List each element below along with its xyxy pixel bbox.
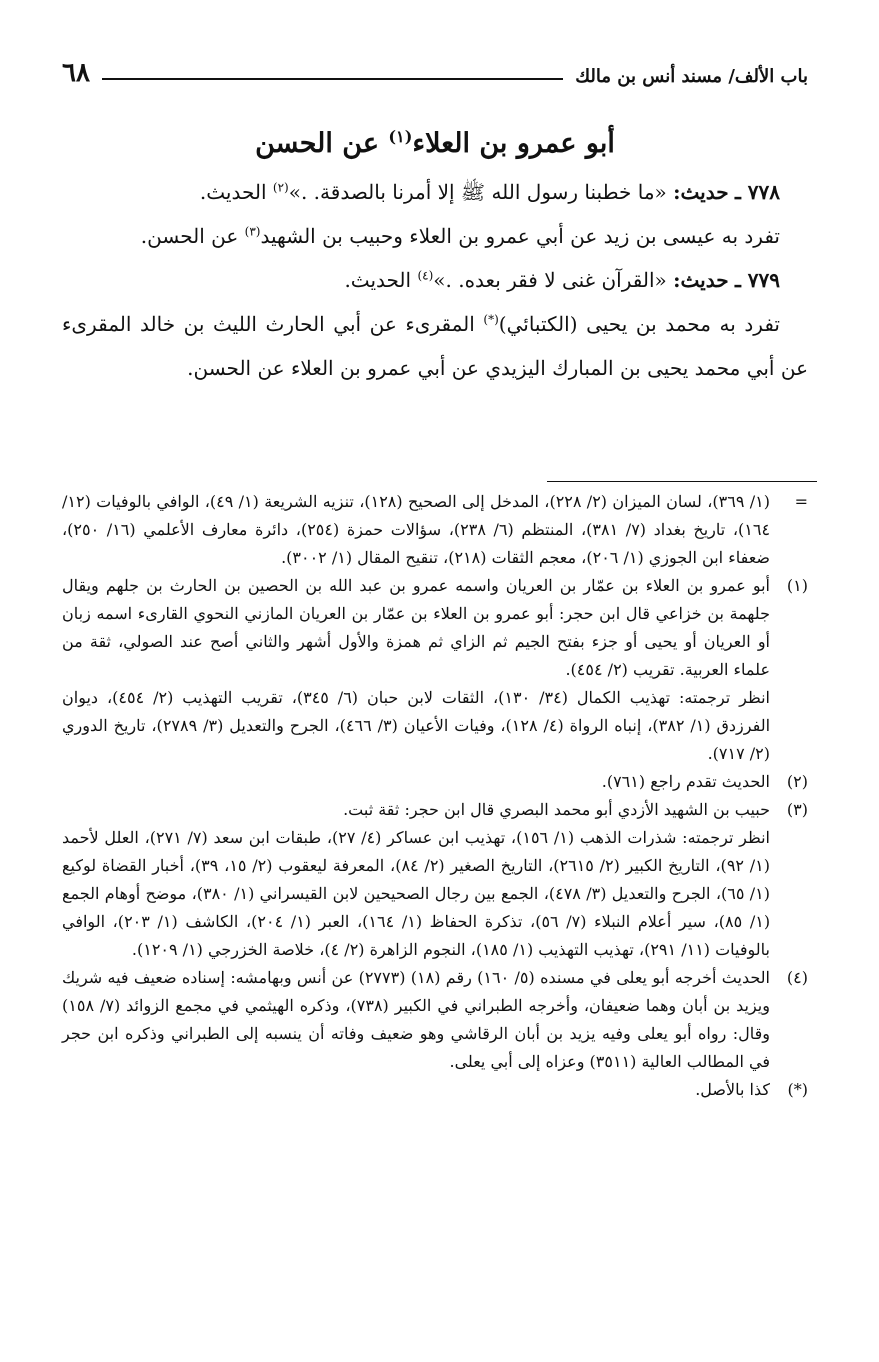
footnote-text: كذا بالأصل. bbox=[695, 1080, 770, 1099]
hadith-label: حديث: bbox=[673, 268, 729, 292]
hadith-label: حديث: bbox=[673, 180, 729, 204]
footnote-text: انظر ترجمته: تهذيب الكمال (٣٤/ ١٣٠)، الثقات لابن حبان (٦/ ٣٤٥)، تقريب التهذيب (٢/ ٤٥٤)، ديوان الفرزدق (١/ ٣٨٢)، إنباه الرواة (٤/ ١٢٨)، وفيات الأعيان (٣/ ٤٦٦)، الجرح والتعديل (٣/ ٢٧٨٩)، تاريخ الدوري (٢/ ٧١٧). bbox=[62, 688, 771, 763]
hadith-tail: الحديث. bbox=[199, 180, 273, 204]
footnote-mark: = bbox=[794, 492, 808, 511]
footnote-text: أبو عمرو بن العلاء بن عمّار بن العريان واسمه عمرو بن عبد الله بن الحصين بن الحارث بن جلهم ويقال جلهمة بن خزاعي قال ابن حجر: أبو عمرو بن العلاء بن عمّار بن العريان المازني النحوي القارىء اسمه زبان أو العريان أو يحيى أو جزء بفتح الجيم ثم الزاي ثم همزة والأول أشهر والثاني أصح عند الصولي، ثقة من علماء العربية. تقريب (٢/ ٤٥٤). bbox=[62, 576, 770, 679]
footnote-text: (١/ ٣٦٩)، لسان الميزان (٢/ ٢٢٨)، المدخل إلى الصحيح (١٢٨)، تنزيه الشريعة (١/ ٤٩)، الوافي بالوفيات (١٢/ ١٦٤)، تاريخ بغداد (٧/ ٣٨١)، المنتظم (٦/ ٢٣٨)، سؤالات حمزة (٢٥٤)، دائرة معارف الأعلمي (١٦/ ٢٥٠)، ضعفاء ابن الجوزي (١/ ٢٠٦)، معجم الثقات (٢١٨)، تنقيح المقال (١/ ٣٠٠٢). bbox=[62, 492, 771, 567]
footnote-3 bbox=[62, 796, 808, 964]
hadith-text: «ما خطبنا رسول الله ﷺ إلا أمرنا بالصدقة. .» bbox=[288, 180, 674, 204]
title-text-tail: عن الحسن bbox=[255, 128, 389, 159]
tafarrud-tail: المقرىء عن أبي الحارث الليث بن خالد المقرىء عن أبي محمد يحيى بن المبارك اليزيدي عن أبي عمرو بن العلاء عن الحسن. bbox=[62, 312, 808, 380]
tafarrud-footnote-ref[interactable]: (*) bbox=[483, 312, 499, 327]
footnote-continued bbox=[62, 488, 808, 572]
footnote-separator bbox=[547, 481, 817, 482]
tafarrud-text: تفرد به عيسى بن زيد عن أبي عمرو بن العلاء وحبيب بن الشهيد bbox=[260, 224, 780, 248]
footnote-text: الحديث أخرجه أبو يعلى في مسنده (٥/ ١٦٠) رقم (١٨) (٢٧٧٣) عن أنس وبهامشه: إسناده ضعيف فيه شريك ويزيد بن أبان وهما ضعيفان، وأخرجه الطبراني في الكبير (٧٣٨)، وذكره الهيثمي في مجمع الزوائد (٧/ ١٥٨) وقال: رواه أبو يعلى وفيه يزيد بن أبان الرقاشي وهو ضعيف وفاته أن ينسبه إلى الطبراني وذكره ابن حجر في المطالب العالية (٣٥١١) وعزاه إلى أبي يعلى. bbox=[62, 968, 771, 1071]
hadith-778 bbox=[62, 170, 808, 214]
tafarrud-778 bbox=[62, 214, 808, 258]
hadith-text: «القرآن غنى لا فقر بعده. .» bbox=[433, 268, 674, 292]
footnote-text: انظر ترجمته: شذرات الذهب (١/ ١٥٦)، تهذيب ابن عساكر (٤/ ٢٧)، طبقات ابن سعد (٧/ ٢٧١)، العلل لأحمد (١/ ٩٢)، التاريخ الكبير (٢/ ٢٦١٥)، التاريخ الصغير (٢/ ٨٤)، المعرفة ليعقوب (٢/ ١٥، ٣٩)، أخبار القضاة لوكيع (١/ ٦٥)، الجرح والتعديل (٣/ ٤٧٨)، الجمع بين رجال الصحيحين لابن القيسراني (١/ ٣٨٠)، موضح أوهام الجمع (١/ ٨٥)، سير أعلام النبلاء (٧/ ٥٦)، تذكرة الحفاظ (١/ ١٦٤)، العبر (١/ ٢٠٤)، الكاشف (١/ ٢٠٣)، الوافي بالوفيات (١١/ ٢٩١)، تهذيب التهذيب (١/ ١٨٥)، النجوم الزاهرة (٢/ ٤)، خلاصة الخزرجي (١/ ١٢٠٩). bbox=[62, 828, 771, 959]
tafarrud-tail: عن الحسن. bbox=[140, 224, 245, 248]
footnote-mark: (١) bbox=[786, 576, 808, 595]
hadith-number: ٧٧٩ ـ bbox=[734, 268, 780, 292]
footnote-text: الحديث تقدم راجع (٧٦١). bbox=[601, 772, 770, 791]
hadith-tail: الحديث. bbox=[344, 268, 418, 292]
footnote-text: حبيب بن الشهيد الأزدي أبو محمد البصري قال ابن حجر: ثقة ثبت. bbox=[343, 800, 770, 819]
footnote-2 bbox=[62, 768, 808, 796]
running-title: باب الألف/ مسند أنس بن مالك bbox=[575, 66, 808, 87]
footnote-mark: (٢) bbox=[786, 772, 808, 791]
page-number: ٦٨ bbox=[62, 58, 90, 88]
tafarrud-779 bbox=[62, 302, 808, 390]
footnote-4 bbox=[62, 964, 808, 1076]
footnote-mark: (*) bbox=[787, 1080, 808, 1099]
footnote-mark: (٤) bbox=[786, 968, 808, 987]
tafarrud-text: تفرد به محمد بن يحيى (الكتبائي) bbox=[498, 312, 780, 336]
hadith-779 bbox=[62, 258, 808, 302]
footnotes bbox=[62, 488, 808, 1104]
footnote-1 bbox=[62, 572, 808, 768]
title-text: أبو عمرو بن العلاء bbox=[412, 128, 615, 159]
footnote-mark: (٣) bbox=[786, 800, 808, 819]
hadith-footnote-ref[interactable]: (٤) bbox=[417, 268, 434, 283]
header-rule bbox=[102, 78, 563, 80]
section-title bbox=[62, 118, 808, 170]
tafarrud-footnote-ref[interactable]: (٣) bbox=[244, 224, 261, 239]
hadith-number: ٧٧٨ ـ bbox=[734, 180, 780, 204]
footnote-star bbox=[62, 1076, 808, 1104]
title-footnote-ref[interactable]: (١) bbox=[388, 127, 413, 146]
page-header bbox=[62, 52, 808, 86]
hadith-footnote-ref[interactable]: (٢) bbox=[272, 180, 289, 195]
main-text bbox=[62, 170, 808, 390]
